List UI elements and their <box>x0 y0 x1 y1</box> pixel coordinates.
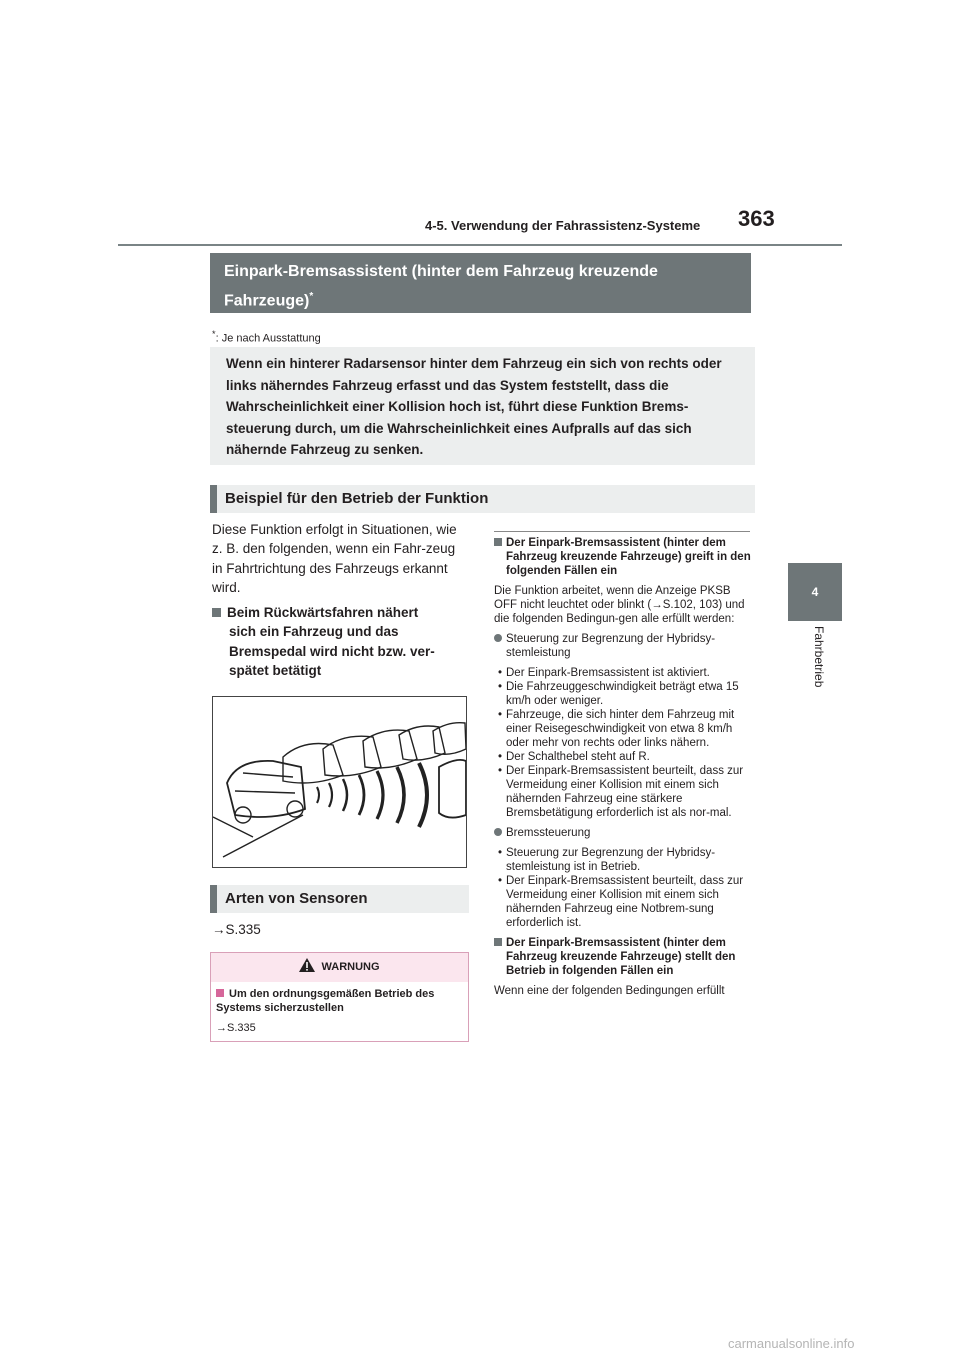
approaching-car <box>439 760 466 818</box>
parked-car <box>433 723 466 755</box>
wheel <box>287 801 303 817</box>
radar-wave <box>377 771 383 819</box>
warning-label: WARNUNG <box>321 961 380 973</box>
title-asterisk: * <box>309 291 314 302</box>
list-item: • Die Fahrzeuggeschwindigkeit beträgt etwa 15 km/h oder weniger. <box>494 680 752 708</box>
list-item: • Der Schalthebel steht auf R. <box>494 750 752 764</box>
page-title <box>210 253 751 313</box>
right-para-1: Die Funktion arbeitet, wenn die Anzeige PKSB OFF nicht leuchtet oder blinkt (→S.102, 103) und die folgenden Bedingun-gen alle erfüllt werden: <box>494 585 745 625</box>
suv-detail <box>235 773 295 793</box>
chapter-tab-label: Fahrbetrieb <box>812 626 826 688</box>
list-item: • Der Einpark-Bremsassistent beurteilt, dass zur Vermeidung einer Kollision mit einem sich nähernden Fahrzeug eine Notbrem-sung erforderlich ist. <box>494 874 752 930</box>
right-column-rule <box>494 531 750 532</box>
group1-title <box>494 632 752 660</box>
parked-car <box>323 736 381 776</box>
section-heading-example: Beispiel für den Betrieb der Funktion <box>210 485 755 513</box>
list-item: • Fahrzeuge, die sich hinter dem Fahrzeug mit einer Reisegeschwindigkeit von etwa 8 km/h oder mehr von rechts oder links nähern. <box>494 708 752 750</box>
list-item: • Der Einpark-Bremsassistent beurteilt, dass zur Vermeidung einer Kollision mit einem sich nähernden Fahrzeug eine stärkere Bremsbetätigung erforderlich ist als nor-mal. <box>494 764 752 820</box>
page-number: 363 <box>738 206 775 231</box>
intro-box: Wenn ein hinterer Radarsensor hinter dem Fahrzeug ein sich von rechts oder links näherndes Fahrzeug erfasst und das System feststellt, dass die Wahrscheinlichkeit einer Kollision hoch ist, führt diese Funktion Brems-steuerung durch, um die Wahrscheinlichkeit eines Aufpralls auf das sich nähernde Fahrzeug zu senken. <box>210 347 755 465</box>
right-para-2: Wenn eine der folgenden Bedingungen erfüllt <box>494 985 725 997</box>
radar-wave <box>317 787 319 803</box>
list-item: • Der Einpark-Bremsassistent ist aktiviert. <box>494 666 752 680</box>
title-line2: Fahrzeuge) <box>224 292 310 310</box>
section1-text: Diese Funktion erfolgt in Situationen, wie z. B. den folgenden, wenn ein Fahr-zeug in Fahrtrichtung des Fahrzeugs erkannt wird. <box>212 522 457 596</box>
right-column <box>494 536 752 1004</box>
title-line1: Einpark-Bremsassistent (hinter dem Fahrzeug kreuzende <box>224 263 658 280</box>
example-item-line1: Beim Rückwärtsfahren nähert <box>227 605 419 620</box>
warning-item <box>216 987 466 1015</box>
radar-wave <box>343 779 347 811</box>
group1-title-text: Steuerung zur Begrenzung der Hybridsy-stemleistung <box>506 633 716 659</box>
radar-wave <box>397 767 404 823</box>
footnote-text: : Je nach Ausstattung <box>215 332 321 345</box>
right-heading-2 <box>494 936 752 978</box>
group1-list <box>494 666 752 820</box>
parked-car <box>399 726 445 760</box>
right-heading-2-text: Der Einpark-Bremsassistent (hinter dem Fahrzeug kreuzende Fahrzeuge) stellt den Betrieb in folgenden Fällen ein <box>506 937 736 977</box>
radar-wave <box>329 783 332 807</box>
ground-line <box>213 817 253 837</box>
group2-title-text: Bremssteuerung <box>506 827 591 839</box>
example-item <box>212 603 467 681</box>
section-header: 4-5. Verwendung der Fahrassistenz-Systeme <box>425 218 701 233</box>
group2-title <box>494 826 752 840</box>
footnote-mark: * <box>212 329 216 339</box>
chapter-tab[interactable]: 4 <box>788 563 842 621</box>
header-rule <box>118 244 842 246</box>
warning-reference-link[interactable]: →S.335 <box>216 1022 256 1034</box>
footnote <box>212 329 321 345</box>
circle-bullet-icon <box>494 634 502 642</box>
ground-line <box>223 815 303 857</box>
section-heading-sensors: Arten von Sensoren <box>210 885 469 913</box>
group2-list <box>494 846 752 930</box>
example-item-rest: sich ein Fahrzeug und das Bremspedal wird nicht bzw. ver-spätet betätigt <box>229 624 435 679</box>
pink-square-icon <box>216 989 224 997</box>
square-bullet-icon <box>212 608 221 617</box>
radar-wave <box>419 763 427 827</box>
right-heading-1-text: Der Einpark-Bremsassistent (hinter dem Fahrzeug kreuzende Fahrzeuge) greift in den folgenden Fällen ein <box>506 537 751 577</box>
list-item: • Steuerung zur Begrenzung der Hybridsy-stemleistung ist in Betrieb. <box>494 846 752 874</box>
parked-car <box>363 730 417 768</box>
radar-wave <box>359 775 364 815</box>
circle-bullet-icon <box>494 828 502 836</box>
sensor-reference-link[interactable]: →S.335 <box>212 922 261 937</box>
illustration-svg <box>213 697 466 867</box>
warning-item-text: Um den ordnungsgemäßen Betrieb des Systems sicherzustellen <box>216 988 435 1014</box>
warning-header <box>211 953 468 982</box>
warning-triangle-icon <box>299 958 315 972</box>
square-bullet-icon <box>494 538 502 546</box>
square-bullet-icon <box>494 938 502 946</box>
illustration-reversing-cars <box>212 696 467 868</box>
right-heading-1 <box>494 536 752 578</box>
watermark: carmanualsonline.info <box>728 1336 855 1351</box>
